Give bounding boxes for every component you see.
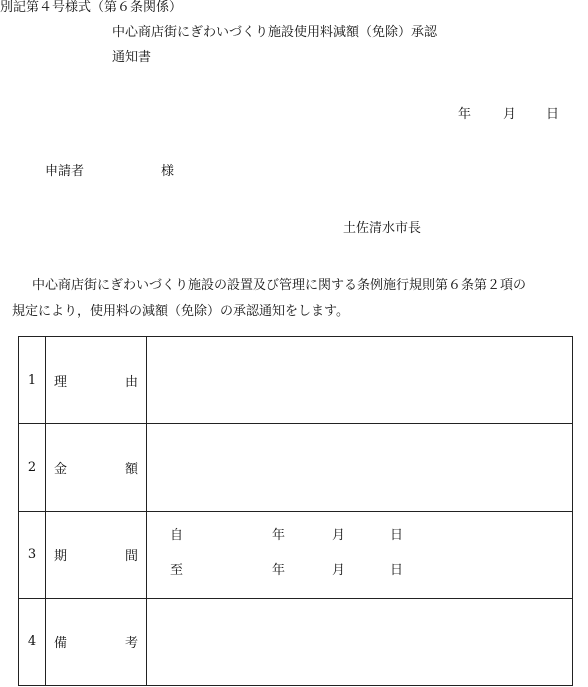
amount-value-cell [147, 424, 573, 511]
period-from-month: 月 [332, 527, 346, 543]
document-title-line1: 中心商店街にぎわいづくり施設使用料減額（免除）承認 [112, 25, 438, 40]
label-char: 金 [54, 461, 68, 477]
row-number: 1 [19, 337, 46, 424]
row-label-period [46, 511, 147, 598]
items-table [18, 336, 573, 686]
label-char: 考 [124, 636, 138, 652]
table-row-period [19, 511, 573, 598]
table-row-remarks [19, 598, 573, 685]
period-to-line [147, 563, 572, 579]
period-from-day: 日 [390, 527, 404, 543]
date-day-label: 日 [546, 107, 560, 122]
row-number: 2 [19, 424, 46, 511]
period-value-cell [147, 511, 573, 598]
row-label-reason [46, 337, 147, 424]
row-number: 4 [19, 598, 46, 685]
period-to-month: 月 [332, 562, 346, 578]
issuer-name: 土佐清水市長 [343, 221, 422, 236]
label-char: 由 [124, 374, 138, 390]
applicant-honorific: 様 [161, 164, 175, 179]
label-char: 間 [124, 549, 138, 565]
reason-value-cell [147, 337, 573, 424]
period-from-line [147, 528, 572, 544]
date-year-label: 年 [458, 107, 472, 122]
applicant-label: 申請者 [45, 164, 85, 179]
row-number: 3 [19, 511, 46, 598]
period-to-prefix: 至 [170, 562, 184, 578]
period-from-year: 年 [272, 527, 286, 543]
table-row-reason [19, 337, 573, 424]
label-char: 理 [54, 374, 68, 390]
remarks-value-cell [147, 598, 573, 685]
table-row-amount [19, 424, 573, 511]
row-label-remarks [46, 598, 147, 685]
label-char: 額 [124, 461, 138, 477]
label-char: 期 [54, 549, 68, 565]
date-month-label: 月 [503, 107, 517, 122]
body-text-line2: 規定により，使用料の減額（免除）の承認通知をします。 [12, 304, 349, 319]
document-title-line2: 通知書 [112, 50, 152, 65]
period-from-prefix: 自 [170, 527, 184, 543]
form-label: 別記第４号様式（第６条関係） [0, 0, 183, 15]
period-to-year: 年 [272, 562, 286, 578]
label-char: 備 [54, 636, 68, 652]
body-text-line1: 中心商店街にぎわいづくり施設の設置及び管理に関する条例施行規則第６条第２項の [32, 278, 527, 293]
row-label-amount [46, 424, 147, 511]
period-to-day: 日 [390, 562, 404, 578]
